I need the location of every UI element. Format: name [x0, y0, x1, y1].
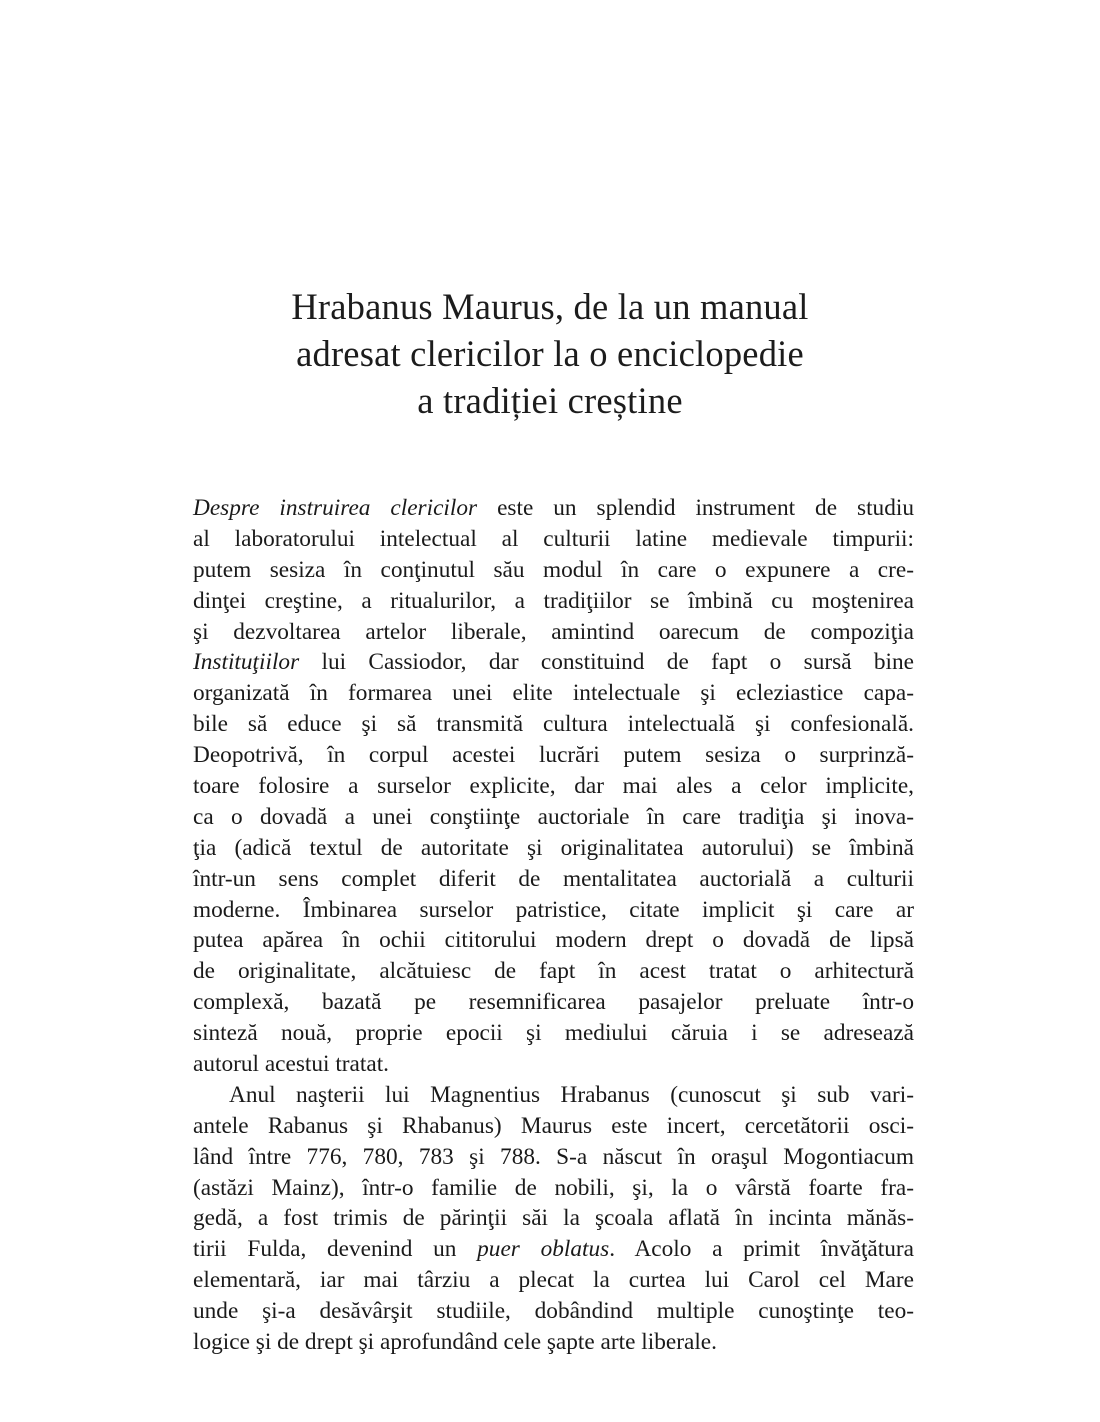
text-segment: gedă, a fost trimis de părinţii săi la şcoala aflată în incinta mănăs- [193, 1205, 914, 1232]
text-segment: . Acolo a primit învăţătura [609, 1236, 914, 1263]
text-segment: putem sesiza în conţinutul său modul în care o expunere a cre- [193, 556, 914, 583]
text-line [193, 647, 914, 678]
text-segment: (astăzi Mainz), într-o familie de nobili, şi, la o vârstă foarte fra- [193, 1174, 914, 1201]
paragraph [193, 1080, 914, 1358]
chapter-title-line: adresat clericilor la o enciclopedie [296, 333, 804, 374]
text-segment: şi dezvoltarea artelor liberale, amintind oarecum de compoziţia [193, 618, 914, 645]
text-segment: lând între 776, 780, 783 şi 788. S-a născut în oraşul Mogontiacum [193, 1143, 914, 1170]
text-line [193, 1018, 914, 1049]
text-line [193, 987, 914, 1018]
text-line [193, 1080, 914, 1111]
text-line [193, 709, 914, 740]
text-line [193, 586, 914, 617]
text-line [193, 678, 914, 709]
italic-title-text: Instituţiilor [193, 649, 300, 676]
text-line [193, 925, 914, 956]
text-line [193, 895, 914, 926]
text-line [193, 956, 914, 987]
chapter-title [150, 283, 950, 424]
chapter-title-line: a tradiției creștine [417, 380, 683, 421]
text-line [193, 864, 914, 895]
text-segment: dinţei creştine, a ritualurilor, a tradiţiilor se îmbină cu moştenirea [193, 587, 914, 614]
text-line [193, 1296, 914, 1327]
text-line [193, 1265, 914, 1296]
text-segment: bile să educe şi să transmită cultura intelectuală şi confesională. [193, 711, 914, 738]
text-line [193, 1327, 914, 1358]
text-segment: al laboratorului intelectual al culturii latine medievale timpurii: [193, 525, 914, 552]
text-segment: Anul naşterii lui Magnentius Hrabanus (cunoscut şi sub vari- [229, 1081, 914, 1108]
text-line [193, 833, 914, 864]
text-segment: este un splendid instrument de studiu [477, 495, 914, 521]
text-line [193, 1049, 914, 1080]
text-segment: organizată în formarea unei elite intelectuale şi ecleziastice capa- [193, 680, 914, 707]
text-line [193, 1203, 914, 1234]
text-segment: logice şi de drept şi aprofundând cele şapte arte liberale. [193, 1329, 717, 1356]
italic-title-text: puer oblatus [477, 1236, 610, 1263]
text-segment: sinteză nouă, proprie epocii şi mediului căruia i se adresează [193, 1020, 914, 1047]
text-line [193, 493, 914, 524]
text-segment: într-un sens complet diferit de mentalitatea auctorială a culturii [193, 865, 914, 892]
text-segment: toare folosire a surselor explicite, dar mai ales a celor implicite, [193, 773, 914, 800]
text-line [193, 771, 914, 802]
text-line [193, 617, 914, 648]
text-line [193, 740, 914, 771]
text-line [193, 1234, 914, 1265]
text-line [193, 802, 914, 833]
text-segment: Deopotrivă, în corpul acestei lucrări putem sesiza o surprinză- [193, 742, 914, 769]
paragraph [193, 493, 914, 1080]
text-segment: moderne. Îmbinarea surselor patristice, citate implicit şi care ar [193, 896, 914, 923]
text-line [193, 524, 914, 555]
text-segment: elementară, iar mai târziu a plecat la curtea lui Carol cel Mare [193, 1267, 914, 1294]
text-line [193, 1142, 914, 1173]
text-segment: unde şi-a desăvârşit studiile, dobândind multiple cunoştinţe teo- [193, 1298, 914, 1325]
chapter-title-line: Hrabanus Maurus, de la un manual [291, 286, 809, 327]
text-segment: antele Rabanus şi Rhabanus) Maurus este incert, cercetătorii osci- [193, 1112, 914, 1139]
chapter-body [193, 493, 914, 1358]
text-segment: complexă, bazată pe resemnificarea pasajelor preluate într-o [193, 989, 914, 1016]
text-segment: ca o dovadă a unei conştiinţe auctoriale în care tradiţia şi inova- [193, 803, 914, 830]
text-line [193, 1173, 914, 1204]
text-segment: ţia (adică textul de autoritate şi originalitatea autorului) se îmbină [193, 834, 914, 861]
text-line [193, 1111, 914, 1142]
text-line [193, 555, 914, 586]
text-segment: tirii Fulda, devenind un [193, 1236, 478, 1263]
italic-title-text: Despre instruirea clericilor [193, 495, 478, 521]
text-segment: autorul acestui tratat. [193, 1051, 389, 1078]
text-segment: de originalitate, alcătuiesc de fapt în acest tratat o arhitectură [193, 958, 914, 985]
text-segment: putea apărea în ochii cititorului modern drept o dovadă de lipsă [193, 927, 914, 954]
text-segment: lui Cassiodor, dar constituind de fapt o sursă bine [299, 649, 914, 676]
